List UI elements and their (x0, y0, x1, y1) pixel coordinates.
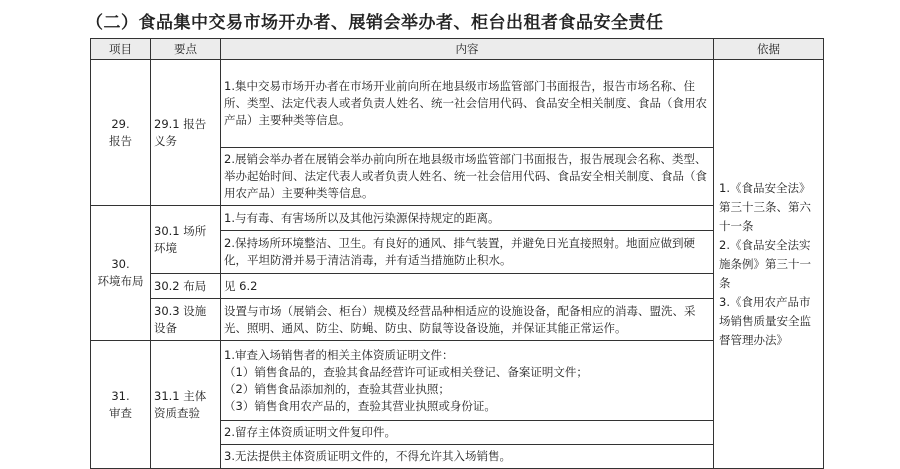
basis-3: 3.《食用农产品市场销售质量安全监督管理办法》 (719, 294, 811, 347)
item-number: 30. (111, 257, 130, 271)
content-29-1-b: 2.展销会举办者在展销会举办前向所在地县级市场监管部门书面报告，报告展现会名称、类型、举办起始时间、法定代表人或者负责人姓名、统一社会信用代码、食品安全相关制度、食品（食用农产品）主要种类等信息。 (221, 148, 714, 206)
item-number: 29. (111, 116, 130, 131)
content-31-1-b: 2.留存主体资质证明文件复印件。 (221, 421, 714, 445)
content-line: （1）销售食品的，查验其食品经营许可证或相关登记、备案证明文件； (224, 364, 588, 379)
content-31-1-a (221, 341, 714, 421)
content-30-2: 见 6.2 (221, 274, 714, 299)
content-line: （3）销售食用农产品的，查验其营业执照或身份证。 (224, 398, 496, 413)
point-30-2: 30.2 布局 (151, 274, 221, 299)
content-30-1-b: 2.保持场所环境整洁、卫生。有良好的通风、排气装置，并避免日光直接照射。地面应做到硬化，平坦防滑并易于清洁消毒，并有适当措施防止积水。 (221, 231, 714, 274)
content-30-1-a: 1.与有毒、有害场所以及其他污染源保持规定的距离。 (221, 206, 714, 231)
header-row (91, 39, 824, 60)
basis-cell (714, 60, 824, 469)
header-point: 要点 (151, 39, 221, 60)
content-line: 1.审查入场销售者的相关主体资质证明文件： (224, 347, 454, 362)
point-30-3: 30.3 设施设备 (151, 299, 221, 341)
item-31 (91, 341, 151, 469)
item-number: 31. (111, 388, 130, 403)
responsibility-table (90, 38, 824, 469)
header-basis: 依据 (714, 39, 824, 60)
header-content: 内容 (221, 39, 714, 60)
content-30-3: 设置与市场（展销会、柜台）规模及经营品种相适应的设施设备，配备相应的消毒、盟洗、采光、照明、通风、防尘、防蝇、防虫、防鼠等设备设施，并保证其能正常运作。 (221, 299, 714, 341)
content-31-1-c: 3.无法提供主体资质证明文件的，不得允许其入场销售。 (221, 445, 714, 469)
point-29-1: 29.1 报告义务 (151, 60, 221, 206)
content-line: （2）销售食品添加剂的，查验其营业执照； (224, 381, 450, 396)
point-31-1: 31.1 主体资质查验 (151, 341, 221, 469)
content-29-1-a: 1.集中交易市场开办者在市场开业前向所在地县级市场监管部门书面报告，报告市场名称、住所、类型、法定代表人或者负责人姓名、统一社会信用代码、食品安全相关制度、食品（食用农产品）主要种类等信息。 (221, 60, 714, 148)
item-name: 报告 (109, 133, 132, 148)
basis-2: 2.《食品安全法实施条例》第三十一条 (719, 237, 811, 290)
item-name: 环境布局 (97, 274, 144, 288)
item-name: 审查 (109, 405, 132, 420)
point-30-1: 30.1 场所环境 (151, 206, 221, 274)
table-row (91, 60, 824, 148)
basis-1: 1.《食品安全法》第三十三条、第六十一条 (719, 180, 811, 233)
item-29 (91, 60, 151, 206)
item-30 (91, 206, 151, 341)
header-item: 项目 (91, 39, 151, 60)
section-title: （二）食品集中交易市场开办者、展销会举办者、柜台出租者食品安全责任 (86, 13, 664, 33)
